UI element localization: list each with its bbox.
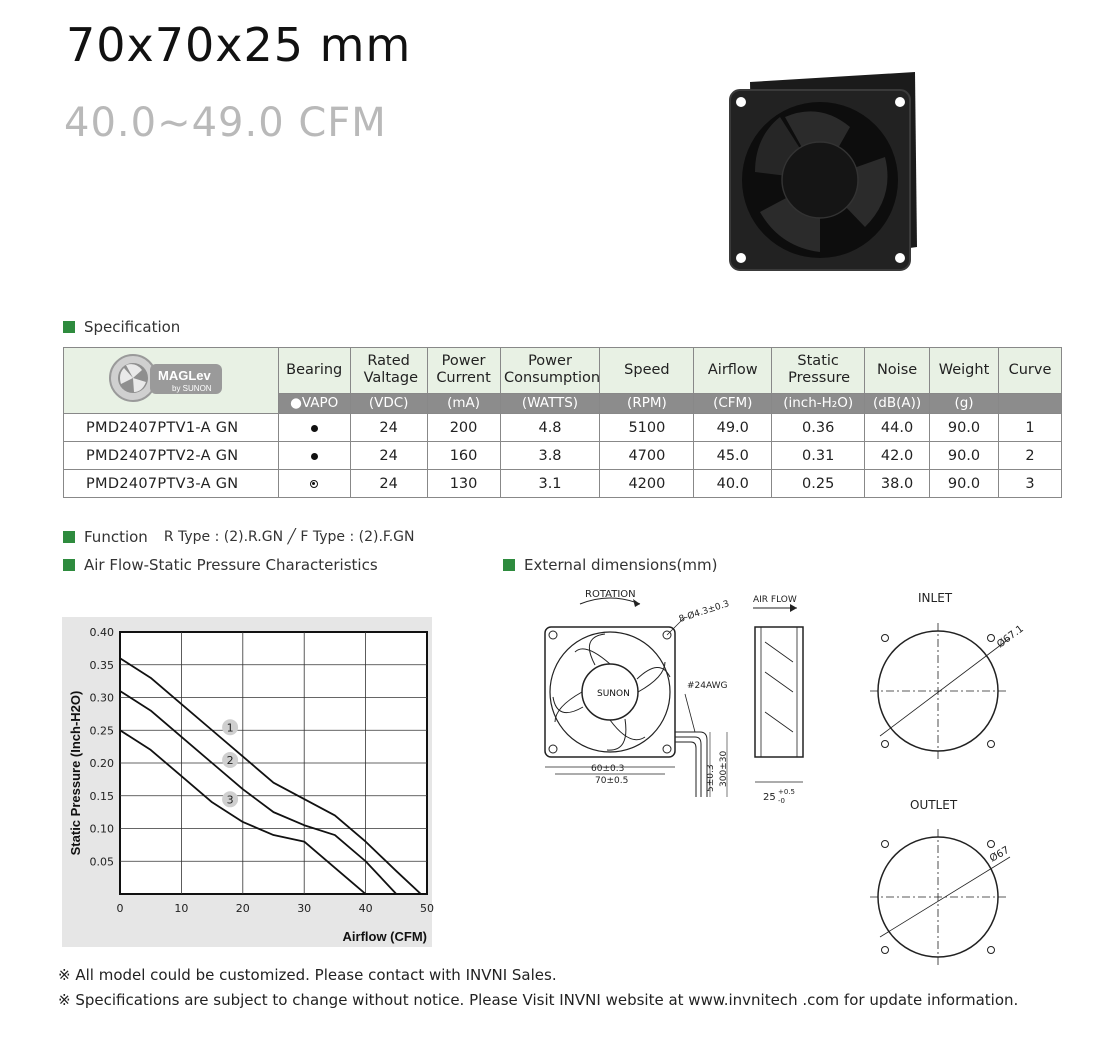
lead-dim-5: 5±0.3 [706,764,716,792]
power-cell: 4.8 [500,414,600,442]
bearing-dot-icon [311,425,318,432]
airflow-direction-label: AIR FLOW [753,595,797,605]
unit-consumption: (WATTS) [500,393,600,413]
table-row [64,470,1062,498]
external-dims-heading [503,556,717,574]
header-voltage: Rated Valtage [350,348,427,394]
bearing-alt-icon [310,480,318,488]
logo-by-text: by SUNON [171,384,212,393]
fan-brand-label: SUNON [597,689,630,699]
speed-cell: 4700 [600,442,694,470]
wire-gauge-label: #24AWG [687,681,728,691]
x-tick-label: 40 [358,902,373,915]
inlet-label: INLET [918,591,953,605]
function-heading [63,528,415,546]
unit-pressure: (inch-H₂O) [772,393,865,413]
series-label: 1 [226,721,234,735]
bearing-cell [278,414,350,442]
header-bearing: Bearing [278,348,350,394]
table-row [64,414,1062,442]
y-tick-label: 0.10 [89,822,114,836]
section-marker [503,559,515,571]
external-dims-label: External dimensions(mm) [524,556,718,574]
x-tick-label: 0 [116,902,124,915]
y-tick-label: 0.20 [89,757,114,770]
hole-dimension: 8-Ø4.3±0.3 [677,599,731,625]
y-tick-label: 0.05 [89,855,114,869]
section-marker [63,531,75,543]
model-cell: PMD2407PTV2-A GN [64,442,279,470]
x-axis-label: Airflow (CFM) [342,929,427,944]
outlet-drawing [860,797,1020,972]
header-airflow: Airflow [694,348,772,394]
footer-note-customize: ※ All model could be customized. Please contact with INVNI Sales. [58,966,557,984]
maglev-logo-cell [64,348,279,414]
x-tick-label: 10 [174,902,189,915]
y-tick-label: 0.35 [89,658,114,672]
unit-weight: (g) [930,393,999,413]
rotation-label: ROTATION [585,589,636,600]
curve-cell: 3 [998,470,1061,498]
unit-airflow: (CFM) [694,393,772,413]
bearing-dot-icon [311,453,318,460]
header-curve: Curve [998,348,1061,394]
model-cell: PMD2407PTV3-A GN [64,470,279,498]
voltage-cell: 24 [350,442,427,470]
inlet-drawing [860,588,1026,763]
fan-product-image [725,72,920,277]
page-subtitle: 40.0~49.0 CFM [64,100,387,146]
x-tick-label: 20 [235,902,250,915]
depth-tol-top: +0.5 [778,788,795,796]
function-types: R Type : (2).R.GN ╱ F Type : (2).F.GN [163,529,415,545]
series-label: 3 [226,793,234,807]
y-tick-label: 0.40 [89,626,114,639]
curve-cell: 1 [998,414,1061,442]
external-dimensions-drawing [535,582,855,822]
specification-label: Specification [84,318,181,336]
model-cell: PMD2407PTV1-A GN [64,414,279,442]
section-marker [63,321,75,333]
dim-70: 70±0.5 [595,776,629,786]
bearing-cell [278,470,350,498]
unit-speed: (RPM) [600,393,694,413]
inlet-diameter: Ø67.1 [995,623,1026,651]
power-cell: 3.1 [500,470,600,498]
y-axis-label: Static Pressure (Inch-H2O) [68,690,83,856]
noise-cell: 44.0 [865,414,930,442]
header-consumption: Power Consumption [500,348,600,394]
unit-noise: (dB(A)) [865,393,930,413]
maglev-logo [106,348,236,408]
noise-cell: 42.0 [865,442,930,470]
curve-cell: 2 [998,442,1061,470]
voltage-cell: 24 [350,470,427,498]
dim-60: 60±0.3 [591,764,625,774]
airflow-chart-heading [63,556,378,574]
x-tick-label: 50 [420,902,434,915]
speed-cell: 4200 [600,470,694,498]
header-weight: Weight [930,348,999,394]
airflow-cell: 40.0 [694,470,772,498]
current-cell: 200 [427,414,500,442]
specification-heading [63,318,180,336]
current-cell: 160 [427,442,500,470]
pressure-cell: 0.31 [772,442,865,470]
power-cell: 3.8 [500,442,600,470]
unit-bearing: ●VAPO [278,393,350,413]
outlet-label: OUTLET [910,798,958,812]
section-marker [63,559,75,571]
airflow-pressure-chart-panel [62,617,432,947]
x-tick-label: 30 [297,902,312,915]
header-current: Power Current [427,348,500,394]
airflow-cell: 49.0 [694,414,772,442]
airflow-chart-label: Air Flow-Static Pressure Characteristics [84,556,378,574]
bearing-cell [278,442,350,470]
series-label: 2 [226,754,234,767]
specification-table [63,347,1062,498]
airflow-pressure-chart [62,617,432,947]
header-noise: Noise [865,348,930,394]
table-row [64,442,1062,470]
y-tick-label: 0.30 [89,691,114,705]
unit-current: (mA) [427,393,500,413]
airflow-cell: 45.0 [694,442,772,470]
unit-curve [998,393,1061,413]
header-speed: Speed [600,348,694,394]
y-tick-label: 0.15 [89,789,114,803]
current-cell: 130 [427,470,500,498]
footer-note-specifications: ※ Specifications are subject to change without notice. Please Visit INVNI website at www.invnitech .com for update information. [58,991,1019,1009]
weight-cell: 90.0 [930,442,999,470]
speed-cell: 5100 [600,414,694,442]
pressure-cell: 0.36 [772,414,865,442]
page-title: 70x70x25 mm [66,18,412,72]
weight-cell: 90.0 [930,470,999,498]
noise-cell: 38.0 [865,470,930,498]
lead-dim-300: 300±30 [719,750,729,787]
weight-cell: 90.0 [930,414,999,442]
voltage-cell: 24 [350,414,427,442]
outlet-diameter: Ø67 [988,844,1012,865]
pressure-cell: 0.25 [772,470,865,498]
logo-brand-text: MAGLev [157,368,211,383]
depth-tol-bottom: -0 [778,797,785,805]
depth-dimension: 25 [763,792,776,803]
y-tick-label: 0.25 [89,724,114,738]
unit-voltage: (VDC) [350,393,427,413]
header-pressure: Static Pressure [772,348,865,394]
function-label: Function [84,528,148,546]
table-header-row [64,348,1062,394]
